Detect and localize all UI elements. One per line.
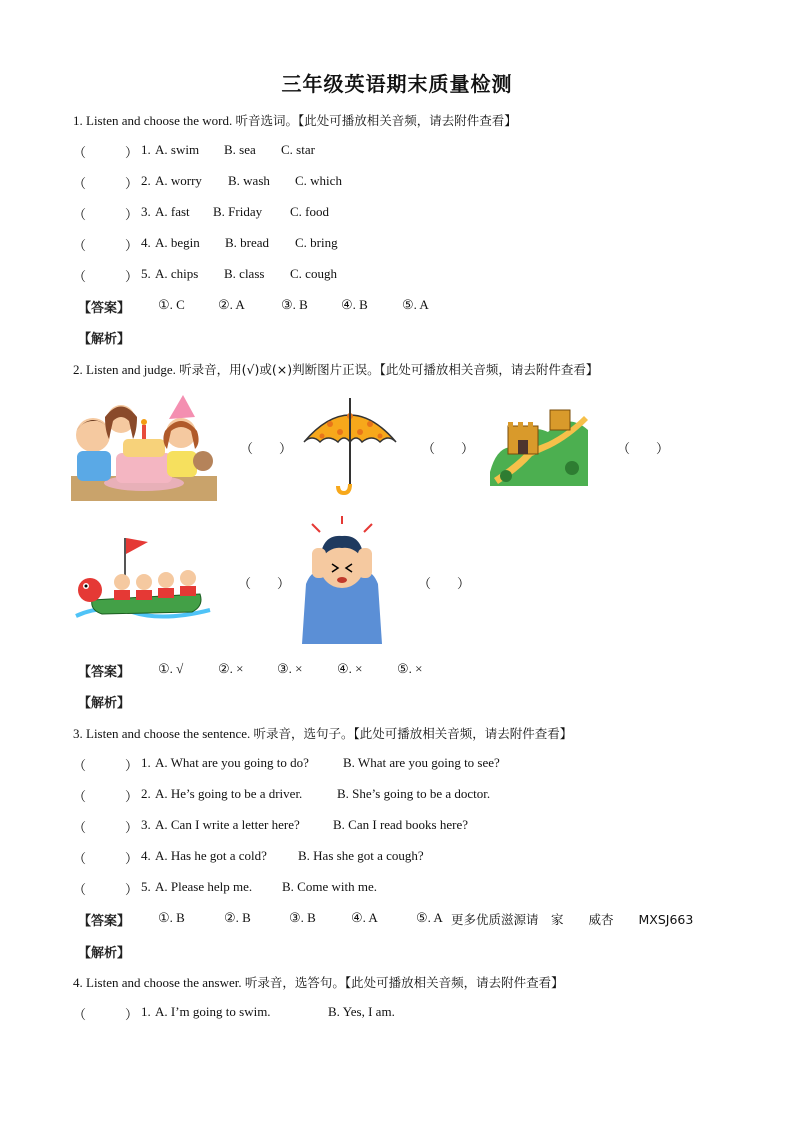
- question-number: 2.: [141, 173, 151, 188]
- option-b: B. class: [224, 266, 265, 281]
- judge-blank[interactable]: （ ）: [422, 441, 475, 456]
- answer-label: 【答案】: [78, 301, 131, 316]
- answer-blank[interactable]: （ ）: [73, 269, 139, 284]
- option-c: C. food: [290, 204, 329, 219]
- answer-blank[interactable]: （ ）: [73, 176, 139, 191]
- question-number: 1.: [141, 142, 151, 157]
- answer-item: ⑤. A: [416, 910, 443, 925]
- section-2-heading-cn: 听录音，用(√)或(×)判断图片正误。【此处可播放相关音频，请去附件查看】: [179, 362, 599, 377]
- answer-item: ⑤. ×: [397, 661, 423, 676]
- answer-blank[interactable]: （ ）: [73, 207, 139, 222]
- great-wall-image: [488, 402, 590, 486]
- section-1-heading-en: 1. Listen and choose the word.: [73, 113, 233, 128]
- section-4-heading: [73, 973, 564, 991]
- answer-blank[interactable]: （ ）: [73, 820, 139, 835]
- analysis-label: 【解析】: [78, 946, 131, 961]
- question-number: 3.: [141, 817, 151, 832]
- option-a: A. I’m going to swim.: [155, 1004, 271, 1019]
- answer-blank[interactable]: （ ）: [73, 758, 139, 773]
- judge-blank[interactable]: （ ）: [418, 576, 471, 591]
- option-c: C. star: [281, 142, 315, 157]
- answer-blank[interactable]: （ ）: [73, 851, 139, 866]
- page-title: 三年级英语期末质量检测: [281, 72, 513, 96]
- option-c: C. which: [295, 173, 342, 188]
- section-4-heading-en: 4. Listen and choose the answer.: [73, 975, 242, 990]
- section-1-heading-cn: 听音选词。【此处可播放相关音频，请去附件查看】: [235, 113, 517, 128]
- option-a: A. worry: [155, 173, 202, 188]
- answer-label: 【答案】: [78, 914, 131, 929]
- option-b: B. Can I read books here?: [333, 817, 469, 832]
- answer-item: ②. ×: [218, 661, 244, 676]
- question-number: 2.: [141, 786, 151, 801]
- answer-item: ⑤. A: [402, 297, 429, 312]
- section-3-heading: [73, 724, 572, 742]
- headache-boy-image: [302, 514, 382, 644]
- answer-blank[interactable]: （ ）: [73, 145, 139, 160]
- umbrella-image: [300, 394, 400, 496]
- answer-item: ④. A: [351, 910, 378, 925]
- question-number: 1.: [141, 755, 151, 770]
- option-b: B. She’s going to be a doctor.: [337, 786, 491, 801]
- option-a: A. Has he got a cold?: [155, 848, 267, 863]
- option-b: B. Has she got a cough?: [298, 848, 424, 863]
- question-number: 4.: [141, 848, 151, 863]
- option-c: C. cough: [290, 266, 337, 281]
- dragon-boat-image: [72, 534, 214, 630]
- option-a: A. What are you going to do?: [155, 755, 309, 770]
- option-b: B. sea: [224, 142, 256, 157]
- birthday-party-image: [71, 391, 217, 501]
- option-a: A. He’s going to be a driver.: [155, 786, 303, 801]
- section-1-heading: [73, 111, 517, 129]
- option-a: A. begin: [155, 235, 200, 250]
- option-b: B. Yes, I am.: [328, 1004, 395, 1019]
- answer-item: ③. B: [281, 297, 308, 312]
- answer-blank[interactable]: （ ）: [73, 238, 139, 253]
- option-b: B. wash: [228, 173, 270, 188]
- analysis-label: 【解析】: [78, 332, 131, 347]
- judge-blank[interactable]: （ ）: [238, 576, 291, 591]
- answer-blank[interactable]: （ ）: [73, 789, 139, 804]
- question-number: 3.: [141, 204, 151, 219]
- section-2-heading: [73, 360, 598, 378]
- option-a: A. fast: [155, 204, 190, 219]
- section-3-heading-cn: 听录音，选句子。【此处可播放相关音频，请去附件查看】: [253, 726, 573, 741]
- section-3-heading-en: 3. Listen and choose the sentence.: [73, 726, 251, 741]
- judge-blank[interactable]: （ ）: [240, 441, 293, 456]
- answer-item: ②. B: [224, 910, 251, 925]
- answer-item: ④. B: [341, 297, 368, 312]
- answer-item: ①. B: [158, 910, 185, 925]
- option-a: A. chips: [155, 266, 199, 281]
- section-2-heading-en: 2. Listen and judge.: [73, 362, 176, 377]
- option-a: A. Can I write a letter here?: [155, 817, 300, 832]
- answer-item: ④. ×: [337, 661, 363, 676]
- answer-item: ①. C: [158, 297, 185, 312]
- option-a: A. Please help me.: [155, 879, 253, 894]
- answer-blank[interactable]: （ ）: [73, 882, 139, 897]
- question-number: 5.: [141, 879, 151, 894]
- answer-item: ③. B: [289, 910, 316, 925]
- answer-item: ②. A: [218, 297, 245, 312]
- analysis-label: 【解析】: [78, 696, 131, 711]
- question-number: 5.: [141, 266, 151, 281]
- option-b: B. Friday: [213, 204, 263, 219]
- option-b: B. Come with me.: [282, 879, 377, 894]
- option-c: C. bring: [295, 235, 338, 250]
- question-number: 4.: [141, 235, 151, 250]
- answer-blank[interactable]: （ ）: [73, 1007, 139, 1022]
- option-b: B. What are you going to see?: [343, 755, 500, 770]
- judge-blank[interactable]: （ ）: [617, 441, 670, 456]
- answer-item: ③. ×: [277, 661, 303, 676]
- option-a: A. swim: [155, 142, 200, 157]
- answer-item: ①. √: [158, 661, 184, 676]
- question-number: 1.: [141, 1004, 151, 1019]
- answer-label: 【答案】: [78, 665, 131, 680]
- watermark-text: 更多优质滋源请 家 威杏 MXSJ663: [451, 912, 694, 927]
- option-b: B. bread: [225, 235, 270, 250]
- section-4-heading-cn: 听录音，选答句。【此处可播放相关音频，请去附件查看】: [244, 975, 564, 990]
